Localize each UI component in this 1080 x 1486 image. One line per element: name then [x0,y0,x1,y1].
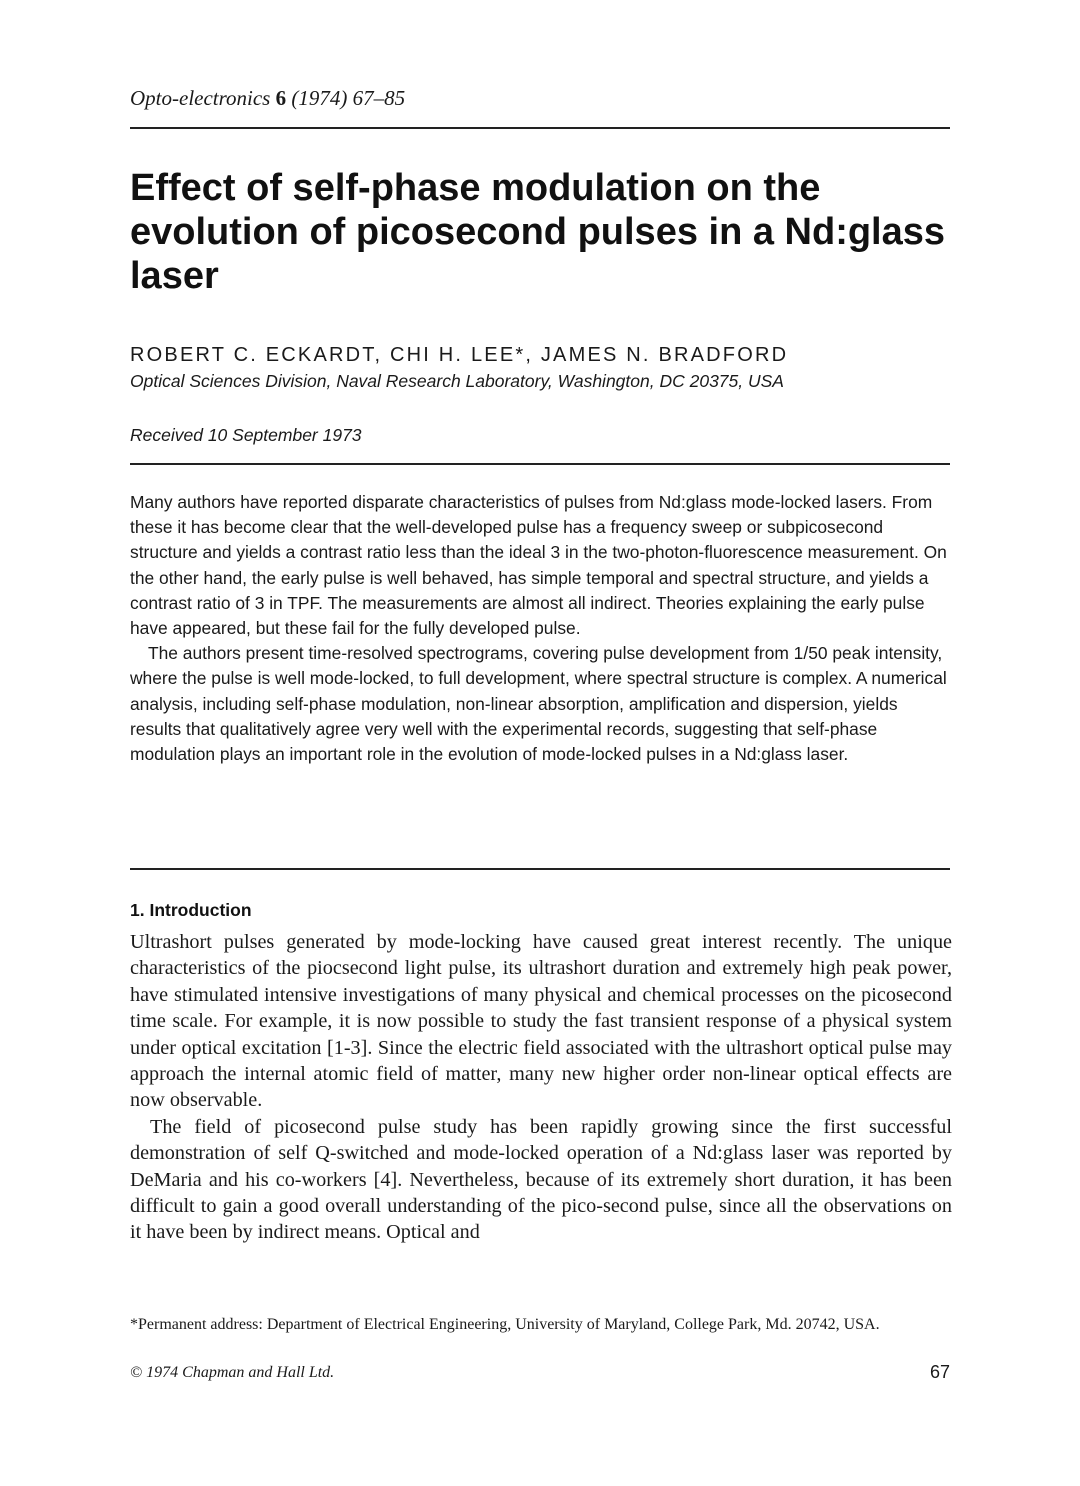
section-heading-introduction: 1. Introduction [130,900,252,920]
abstract [130,490,950,767]
header-rule [130,127,950,129]
footnote: *Permanent address: Department of Electrical Engineering, University of Maryland, College Park, Md. 20742, USA. [130,1316,880,1333]
abstract-top-rule [130,463,950,465]
journal-volume: 6 [275,86,287,110]
introduction-body [130,929,952,1246]
journal-name: Opto-electronics [130,86,271,110]
journal-citation [130,86,405,111]
received-date: Received 10 September 1973 [130,425,362,445]
journal-pages: 67–85 [352,86,406,110]
copyright-notice: © 1974 Chapman and Hall Ltd. [130,1364,335,1381]
abstract-bottom-rule [130,868,950,870]
body-paragraph: The field of picosecond pulse study has been rapidly growing since the first successful demonstration of self Q-switched and mode-locked operation of a Nd:glass laser was reported by DeMaria and his co-workers [4]. Nevertheless, because of its extremely short duration, it has been difficult to gain a good overall understanding of the pico-second pulse, since all the observations on it have been by indirect means. Optical and [130,1115,952,1244]
abstract-paragraph: The authors present time-resolved spectrograms, covering pulse development from 1/50 peak intensity, where the pulse is well mode-locked, to full development, where spectral structure is complex. A numerical analysis, including self-phase modulation, non-linear absorption, amplification and dispersion, yields results that qualitatively agree very well with the experimental records, suggesting that self-phase modulation plays an important role in the evolution of mode-locked pulses in a Nd:glass laser. [130,643,947,765]
author-affiliation: Optical Sciences Division, Naval Research Laboratory, Washington, DC 20375, USA [130,371,784,391]
page-number: 67 [929,1362,950,1382]
author-list: ROBERT C. ECKARDT, CHI H. LEE*, JAMES N. BRADFORD [130,344,789,366]
abstract-paragraph: Many authors have reported disparate characteristics of pulses from Nd:glass mode-locked lasers. From these it has become clear that the well-developed pulse has a frequency sweep or subpicosecond structure and yields a contrast ratio less than the ideal 3 in the two-photon-fluorescence measurement. On the other hand, the early pulse is well behaved, has simple temporal and spectral structure, and yields a contrast ratio of 3 in TPF. The measurements are almost all indirect. Theories explaining the early pulse have appeared, but these fail for the fully developed pulse. [130,492,947,639]
journal-year: (1974) [291,86,348,110]
article-title: Effect of self-phase modulation on the evolution of picosecond pulses in a Nd:glass laser [130,167,946,297]
body-paragraph: Ultrashort pulses generated by mode-locking have caused great interest recently. The unique characteristics of the piocsecond light pulse, its ultrashort duration and extremely high peak power, have stimulated intensive investigations of many physical and chemical processes on the picosecond time scale. For example, it is now possible to study the fast transient response of a physical system under optical excitation [1-3]. Since the electric field associated with the ultrashort optical pulse may approach the internal atomic field of matter, many new higher order non-linear optical effects are now observable. [130,931,952,1112]
